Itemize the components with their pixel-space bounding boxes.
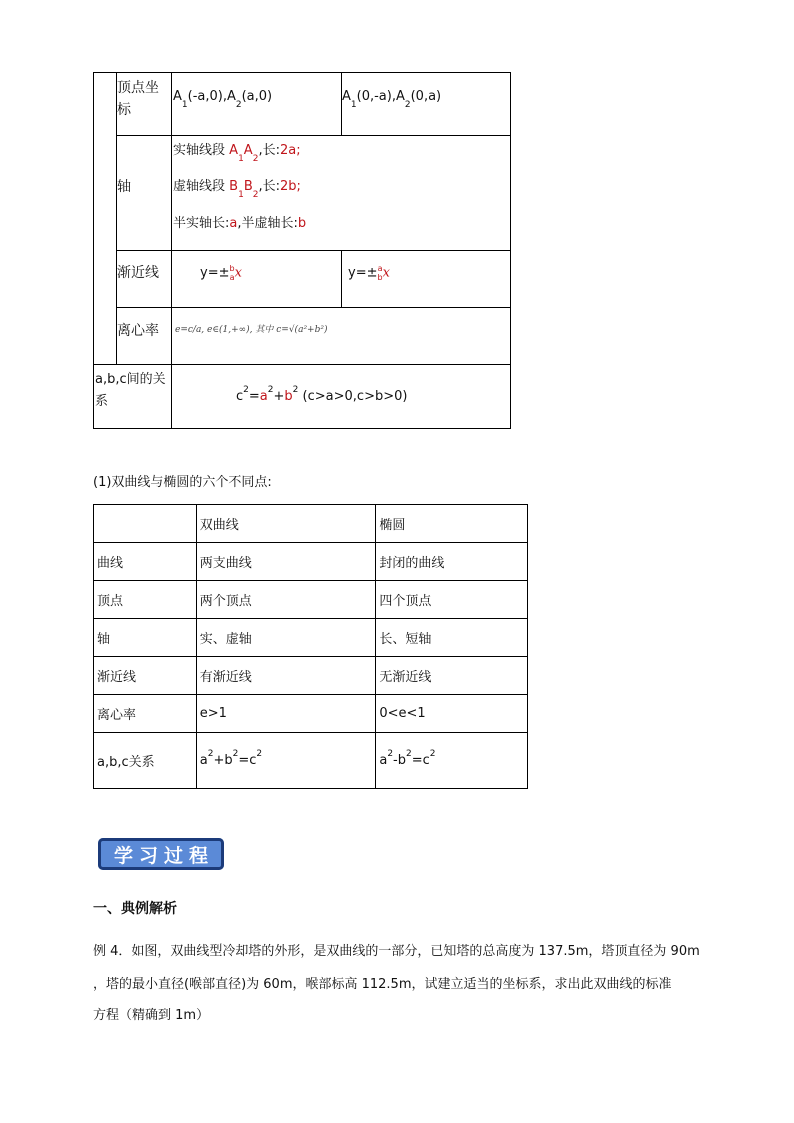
row-label-abc-relation: a,b,c间的关系 xyxy=(95,372,166,409)
asymptote-y-axis: y=± a b x xyxy=(348,264,390,282)
table-cell: 有渐近线 xyxy=(196,657,376,695)
table-cell: 两个顶点 xyxy=(196,581,376,619)
table-cell: 实、虚轴 xyxy=(196,619,376,657)
table-row xyxy=(94,619,528,657)
learning-process-banner xyxy=(98,838,224,870)
example-text-line-2: ，塔的最小直径(喉部直径)为 60m，喉部标高 112.5m，试建立适当的坐标系，求出此双曲线的标准 xyxy=(93,977,672,992)
example-text-line-1: 例 4．如图，双曲线型冷却塔的外形，是双曲线的一部分，已知塔的总高度为 137.5m，塔顶直径为 90m xyxy=(93,944,700,959)
table-cell: 双曲线 xyxy=(196,505,376,543)
table-cell: 曲线 xyxy=(94,543,197,581)
table-row xyxy=(94,581,528,619)
row-label-vertex: 顶点坐标 xyxy=(117,80,159,118)
table-cell: 无渐近线 xyxy=(376,657,528,695)
table-cell: e>1 xyxy=(196,695,376,733)
table-cell: 四个顶点 xyxy=(376,581,528,619)
example-text-line-3: 方程（精确到 1m） xyxy=(93,1008,210,1023)
table-row xyxy=(94,695,528,733)
table-cell-hyperbola-relation: $a^2+b^2=c^2$ xyxy=(196,733,376,789)
vertex-coords-y-axis: $A_1(0,-a),A_2(0,a)$ xyxy=(342,89,442,110)
row-label-asymptote: 渐近线 xyxy=(117,265,159,281)
table-cell: a,b,c关系 xyxy=(94,733,197,789)
table-cell: 轴 xyxy=(94,619,197,657)
table-cell: 顶点 xyxy=(94,581,197,619)
table-cell: 渐近线 xyxy=(94,657,197,695)
table-header-row xyxy=(94,505,528,543)
table-cell-ellipse-relation: $a^2-b^2=c^2$ xyxy=(376,733,528,789)
table-row xyxy=(94,733,528,789)
hyperbola-vs-ellipse-table xyxy=(93,504,528,789)
table-cell: 封闭的曲线 xyxy=(376,543,528,581)
abc-relation-formula: $c^2=a^2+b^2$ (c>a>0,c>b>0) xyxy=(236,385,408,404)
table-cell: 离心率 xyxy=(94,695,197,733)
table-row xyxy=(94,657,528,695)
banner-label: 学习过程 xyxy=(113,844,214,867)
semi-axes-line: 半实轴长:a,半虚轴长:b xyxy=(173,216,307,231)
real-axis-line: 实轴线段 $A_1A_2$,长:2a; xyxy=(173,143,301,164)
table-cell: 0<e<1 xyxy=(376,695,528,733)
eccentricity-formula: e=c/a, e∈(1,+∞), 其中 c=√(a²+b²) xyxy=(175,325,328,335)
row-label-axis: 轴 xyxy=(117,179,131,195)
section-heading-examples: 一、典例解析 xyxy=(93,901,177,917)
row-label-eccentricity: 离心率 xyxy=(117,323,159,339)
section-title-differences: (1)双曲线与椭圆的六个不同点: xyxy=(93,475,272,490)
vertex-coords-x-axis: $A_1(-a,0),A_2(a,0)$ xyxy=(173,89,273,110)
hyperbola-properties-table xyxy=(93,72,511,429)
imaginary-axis-line: 虚轴线段 $B_1B_2$,长:2b; xyxy=(173,179,301,200)
table-cell xyxy=(94,505,197,543)
table-row xyxy=(94,543,528,581)
table-cell: 椭圆 xyxy=(376,505,528,543)
asymptote-x-axis: y=± b a x xyxy=(200,264,242,282)
table-cell: 两支曲线 xyxy=(196,543,376,581)
table-cell: 长、短轴 xyxy=(376,619,528,657)
